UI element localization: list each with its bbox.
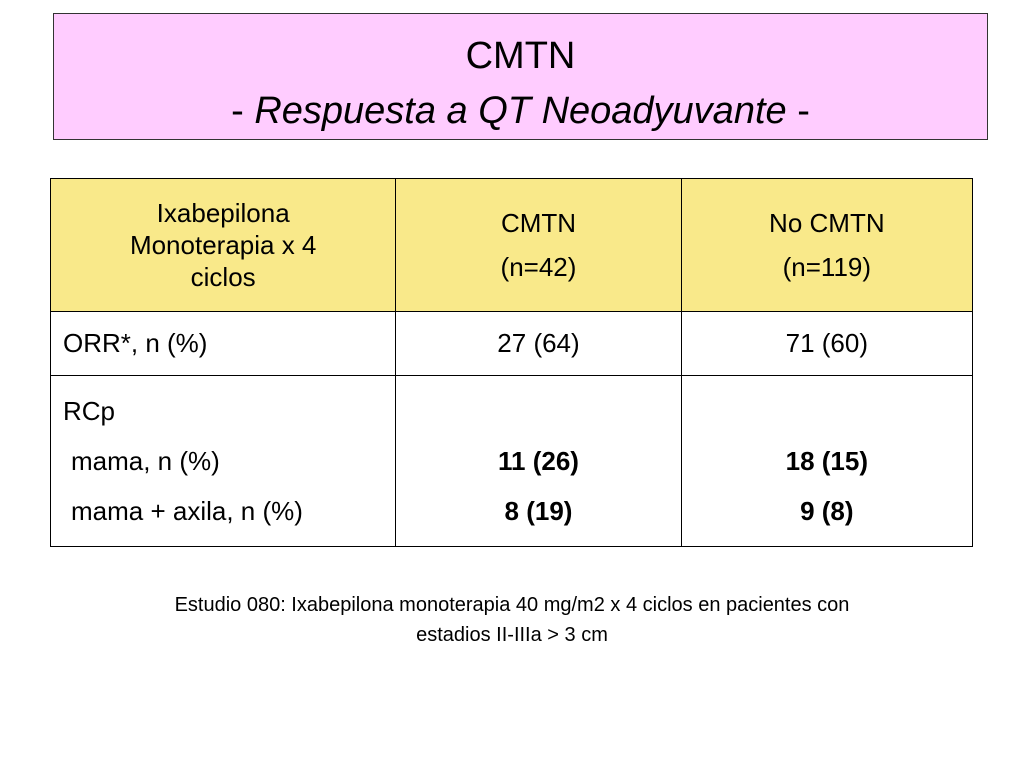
orr-cmtn-value: 27 (64) bbox=[396, 312, 681, 376]
header-no-cmtn-label: No CMTN bbox=[769, 208, 885, 238]
rcp-cmtn-cell bbox=[396, 376, 681, 547]
results-table bbox=[50, 178, 973, 547]
table-header-row bbox=[51, 179, 973, 312]
rcp-no-cmtn-mama-value: 18 (15) bbox=[785, 446, 869, 476]
header-no-cmtn bbox=[681, 179, 972, 312]
header-no-cmtn-n: (n=119) bbox=[782, 252, 872, 282]
header-cmtn-label: CMTN bbox=[500, 208, 577, 238]
subtitle-text: Respuesta a QT Neoadyuvante bbox=[254, 90, 787, 132]
orr-no-cmtn-value: 71 (60) bbox=[681, 312, 972, 376]
subtitle-prefix: - bbox=[231, 90, 255, 132]
header-treatment-line: ciclos bbox=[190, 262, 256, 292]
rcp-no-cmtn-cell bbox=[681, 376, 972, 547]
rcp-label: RCp bbox=[63, 396, 116, 426]
slide-title: CMTN bbox=[465, 35, 576, 77]
rcp-cmtn-mama-value: 11 (26) bbox=[498, 446, 579, 476]
footnote-line: estadios II-IIIa > 3 cm bbox=[416, 624, 608, 646]
table-row-orr bbox=[51, 312, 973, 376]
study-footnote bbox=[40, 590, 984, 650]
rcp-label-cell bbox=[51, 376, 396, 547]
rcp-mama-axila-label: mama + axila, n (%) bbox=[71, 496, 303, 526]
title-box bbox=[53, 13, 988, 140]
table-row-rcp bbox=[51, 376, 973, 547]
slide-subtitle bbox=[54, 89, 987, 133]
header-treatment bbox=[51, 179, 396, 312]
orr-label: ORR*, n (%) bbox=[51, 312, 396, 376]
rcp-cmtn-mama-axila-value: 8 (19) bbox=[504, 496, 573, 526]
header-cmtn-n: (n=42) bbox=[500, 252, 577, 282]
header-treatment-line: Monoterapia x 4 bbox=[129, 230, 317, 260]
rcp-no-cmtn-mama-axila-value: 9 (8) bbox=[800, 496, 854, 526]
header-cmtn bbox=[396, 179, 681, 312]
subtitle-suffix: - bbox=[786, 90, 810, 132]
header-treatment-line: Ixabepilona bbox=[156, 198, 290, 228]
rcp-mama-label: mama, n (%) bbox=[71, 446, 220, 476]
footnote-line: Estudio 080: Ixabepilona monoterapia 40 mg/m2 x 4 ciclos en pacientes con bbox=[174, 594, 850, 616]
